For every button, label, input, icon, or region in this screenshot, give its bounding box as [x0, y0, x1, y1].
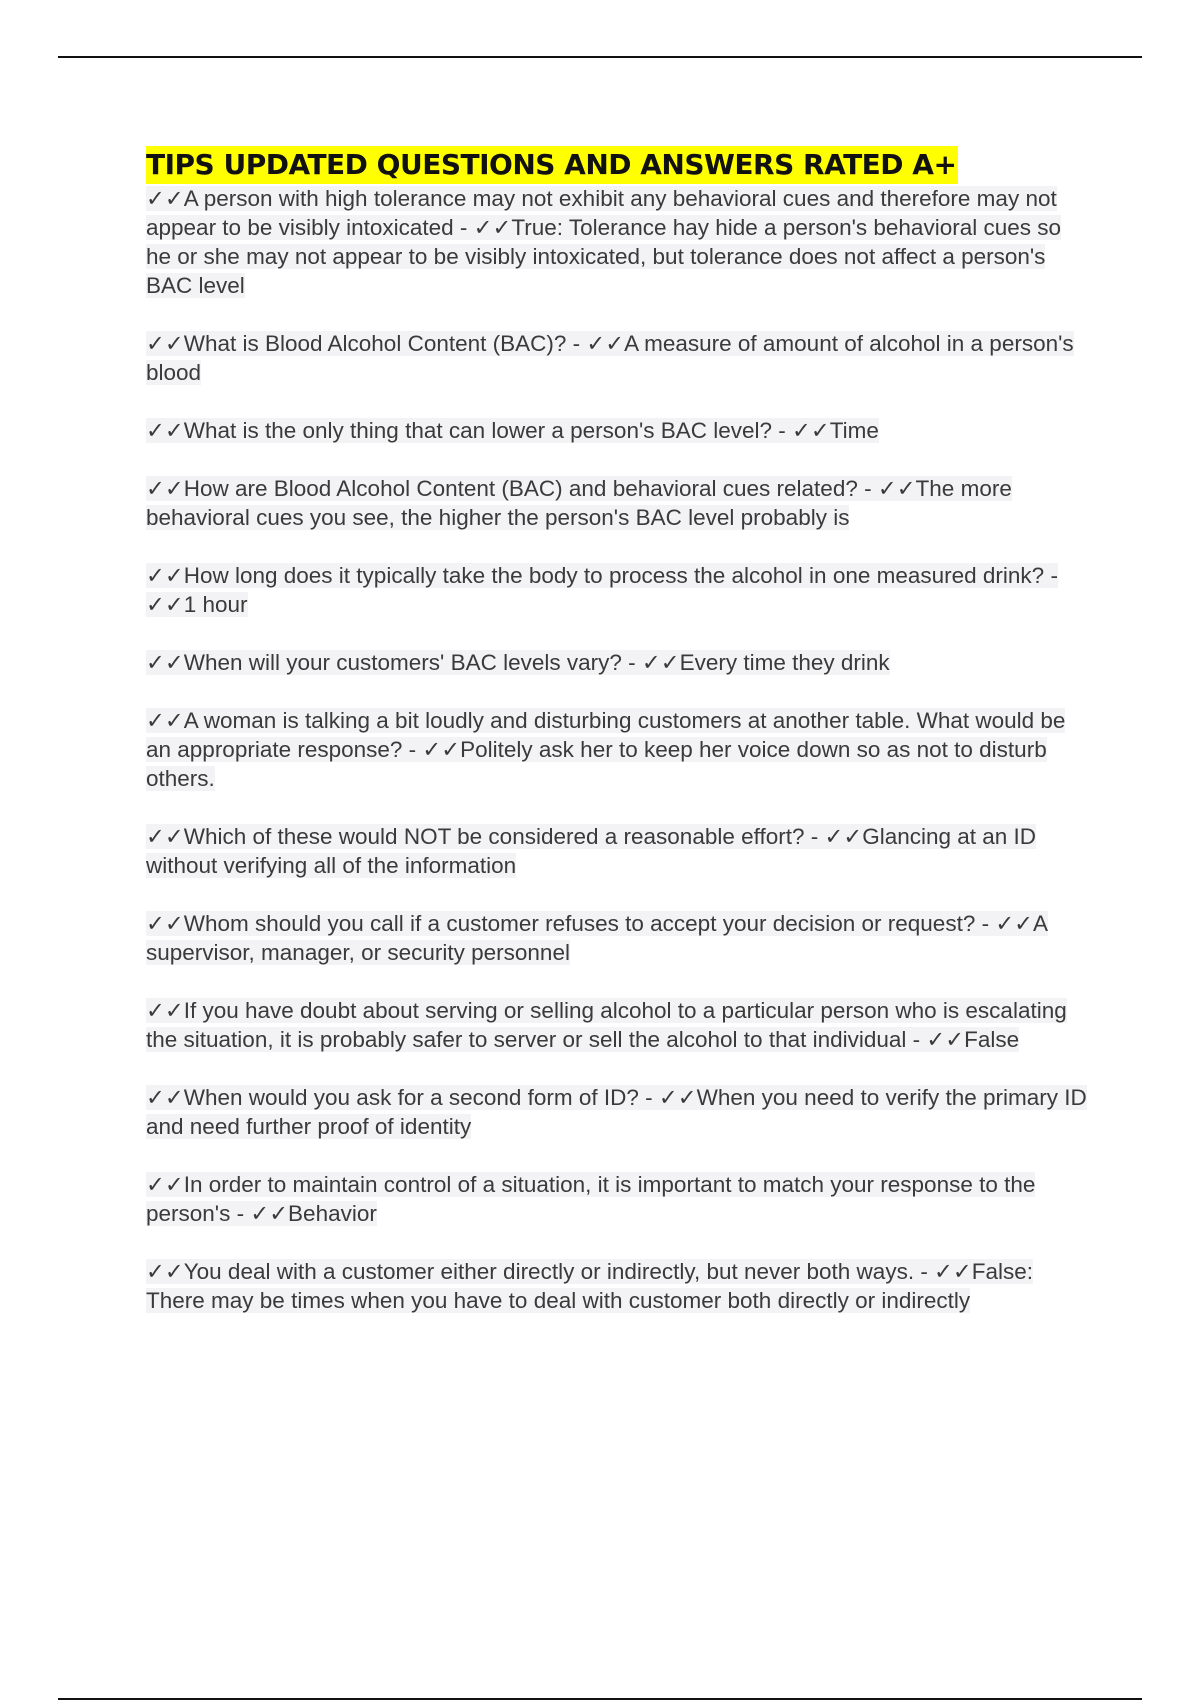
qa-item — [146, 909, 1090, 967]
qa-item — [146, 1083, 1090, 1141]
qa-text: ✓✓A person with high tolerance may not exhibit any behavioral cues and therefore may not appear to be visibly intoxicated - ✓✓True: Tolerance hay hide a person's behavioral cues so he or she may not appear to be visibly intoxicated, but tolerance does not affect a person's BAC level — [146, 186, 1062, 298]
qa-item — [146, 1257, 1090, 1315]
qa-text: ✓✓In order to maintain control of a situation, it is important to match your response to the person's - ✓✓Behavior — [146, 1172, 1036, 1226]
qa-text: ✓✓A woman is talking a bit loudly and disturbing customers at another table. What would be an appropriate response? - ✓✓Politely ask her to keep her voice down so as not to disturb others. — [146, 708, 1066, 791]
qa-item — [146, 416, 1090, 445]
qa-item — [146, 648, 1090, 677]
qa-text: ✓✓If you have doubt about serving or selling alcohol to a particular person who is escalating the situation, it is probably safer to server or sell the alcohol to that individual - ✓✓False — [146, 998, 1067, 1052]
qa-text: ✓✓When will your customers' BAC levels vary? - ✓✓Every time they drink — [146, 650, 890, 675]
qa-item — [146, 184, 1090, 300]
document-title: TIPS UPDATED QUESTIONS AND ANSWERS RATED A+ — [146, 146, 958, 184]
qa-text: ✓✓You deal with a customer either directly or indirectly, but never both ways. - ✓✓False: There may be times when you have to deal with customer both directly or indirectly — [146, 1259, 1034, 1313]
qa-text: ✓✓Whom should you call if a customer refuses to accept your decision or request? - ✓✓A supervisor, manager, or security personnel — [146, 911, 1049, 965]
qa-item — [146, 822, 1090, 880]
top-rule — [58, 56, 1142, 58]
qa-text: ✓✓What is Blood Alcohol Content (BAC)? - ✓✓A measure of amount of alcohol in a person's blood — [146, 331, 1074, 385]
qa-item — [146, 329, 1090, 387]
qa-text: ✓✓How are Blood Alcohol Content (BAC) and behavioral cues related? - ✓✓The more behavioral cues you see, the higher the person's BAC level probably is — [146, 476, 1012, 530]
qa-item — [146, 1170, 1090, 1228]
qa-item — [146, 474, 1090, 532]
qa-text: ✓✓What is the only thing that can lower a person's BAC level? - ✓✓Time — [146, 418, 879, 443]
qa-list — [146, 184, 1090, 1315]
document-body — [146, 146, 1090, 1344]
qa-text: ✓✓How long does it typically take the body to process the alcohol in one measured drink? - ✓✓1 hour — [146, 563, 1058, 617]
qa-item — [146, 561, 1090, 619]
qa-item — [146, 996, 1090, 1054]
qa-item — [146, 706, 1090, 793]
qa-text: ✓✓Which of these would NOT be considered a reasonable effort? - ✓✓Glancing at an ID without verifying all of the information — [146, 824, 1037, 878]
qa-text: ✓✓When would you ask for a second form of ID? - ✓✓When you need to verify the primary ID and need further proof of identity — [146, 1085, 1087, 1139]
